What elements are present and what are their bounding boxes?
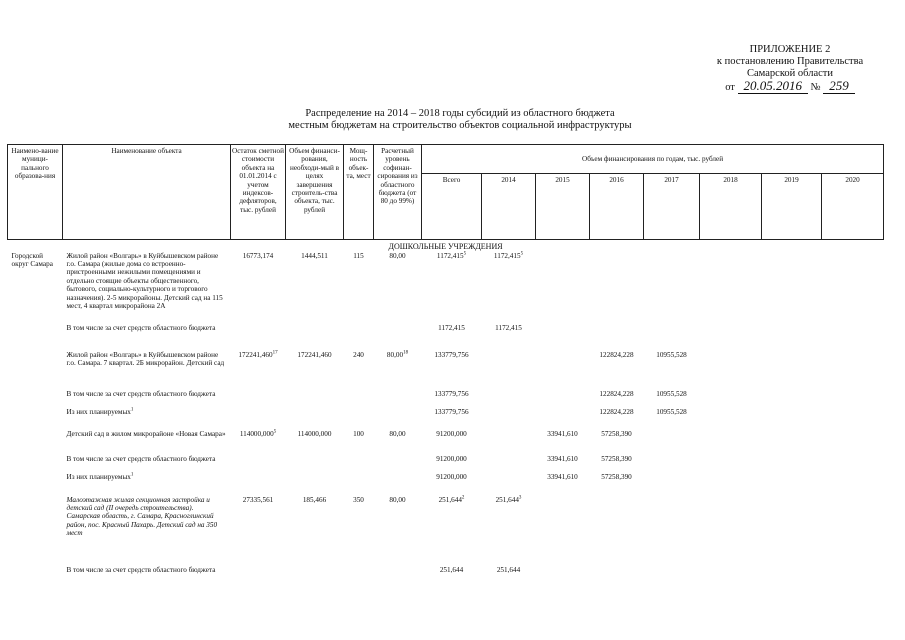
cell-2014: [482, 351, 536, 390]
appendix-line2: Самарской области: [747, 68, 833, 79]
col-object: Наименование объекта: [63, 145, 231, 240]
cell-volume: [286, 324, 344, 351]
cell-municipality: [8, 496, 63, 566]
cell-volume: 114000,000: [297, 429, 332, 438]
cell-remaining: 27335,561: [242, 495, 274, 504]
cell-2019: [762, 566, 822, 586]
table-row: [8, 351, 884, 390]
cell-municipality: Городской округ Самара: [11, 251, 53, 268]
cell-2019: [762, 496, 822, 566]
cell-total: 1172,415: [438, 323, 465, 332]
cell-2018: [700, 473, 762, 496]
cell-2018: [700, 430, 762, 455]
cell-2017: 10955,528: [656, 407, 687, 416]
cell-2014: 1172,415: [495, 323, 522, 332]
cell-2019: [762, 390, 822, 408]
col-2017: 2017: [644, 174, 700, 240]
cell-volume: [286, 408, 344, 430]
footnote-mark: 18: [403, 350, 409, 356]
table-row: [8, 252, 884, 324]
col-2020: 2020: [822, 174, 884, 240]
table-row: [8, 408, 884, 430]
cell-2018: [700, 408, 762, 430]
appendix-date: 20.05.2016: [738, 78, 809, 94]
footnote-mark: 5: [520, 251, 524, 257]
cell-2020: [822, 496, 884, 566]
cell-total: 251,644$^2$: [438, 495, 465, 504]
document-title: [180, 108, 740, 132]
cell-cofin: 80,00: [389, 429, 406, 438]
appendix-no-label: №: [810, 82, 821, 93]
cell-cofin: [374, 408, 422, 430]
cell-capacity: [344, 390, 374, 408]
section-title: ДОШКОЛЬНЫЕ УЧРЕЖДЕНИЯ: [388, 242, 503, 251]
table-row: [8, 430, 884, 455]
cell-2014: 1172,415$^5$: [493, 251, 524, 260]
cell-2016: 57258,390: [601, 472, 632, 481]
cell-volume: [286, 390, 344, 408]
appendix-title: ПРИЛОЖЕНИЕ 2: [749, 44, 831, 55]
cell-object-name: Детский сад в жилом микрорайоне «Новая Самара»: [66, 429, 226, 438]
cell-capacity: [344, 455, 374, 473]
cell-2018: [700, 390, 762, 408]
col-remaining: Остаток сметной стоимости объекта на 01.01.2014 с учетом индексов-дефляторов, тыс. рублей: [231, 145, 286, 240]
cell-2017: 10955,528: [656, 350, 687, 359]
cell-2016: [590, 496, 644, 566]
cell-object-name: Жилой район «Волгарь» в Куйбышевском районе г.о. Самара. 7 квартал. 2Б микрорайон. Детский сад: [66, 350, 225, 367]
cell-total: 133779,756: [434, 389, 469, 398]
cell-cofin: 80,00$^{18}$: [386, 350, 409, 359]
subsidy-table: [7, 144, 884, 586]
cell-2018: [700, 252, 762, 324]
cell-volume: 185,466: [302, 495, 327, 504]
cell-municipality: [8, 408, 63, 430]
cell-municipality: [8, 473, 63, 496]
cell-cofin: [374, 566, 422, 586]
cell-total: 91200,000: [436, 429, 467, 438]
cell-2019: [762, 252, 822, 324]
cell-total: 91200,000: [436, 454, 467, 463]
cell-2014: [482, 430, 536, 455]
cell-2016: 57258,390: [601, 454, 632, 463]
cell-volume: 172241,460: [297, 350, 332, 359]
cell-2019: [762, 351, 822, 390]
cell-2020: [822, 252, 884, 324]
cell-2017: [644, 455, 700, 473]
cell-2016: 57258,390: [601, 429, 632, 438]
cell-object-name: В том числе за счет средств областного бюджета: [66, 323, 216, 332]
cell-2018: [700, 566, 762, 586]
cell-2019: [762, 473, 822, 496]
table-row: [8, 455, 884, 473]
cell-2014: [482, 473, 536, 496]
cell-volume: 1444,511: [301, 251, 328, 260]
cell-2020: [822, 351, 884, 390]
cell-cofin: [374, 473, 422, 496]
cell-cofin: [374, 455, 422, 473]
cell-2014: 251,644$^3$: [495, 495, 522, 504]
table-row: [8, 324, 884, 351]
cell-2017: 10955,528: [656, 389, 687, 398]
cell-2014: [482, 390, 536, 408]
col-2018: 2018: [700, 174, 762, 240]
col-2014: 2014: [482, 174, 536, 240]
cell-2018: [700, 351, 762, 390]
cell-2015: [536, 496, 590, 566]
cell-2019: [762, 430, 822, 455]
footnote-mark: 1: [130, 407, 134, 413]
cell-2014: [482, 408, 536, 430]
cell-cofin: 80,00: [389, 251, 406, 260]
footnote-mark: 5: [273, 429, 277, 435]
cell-remaining: 172241,460$^{17}$: [238, 350, 278, 359]
cell-object-name: Малоэтажная жилая секционная застройка и детский сад (II очередь строительства). Самарская область, г. Самара, Красноглинский район, пос. Красный Пахарь. Детский сад на 350 мест: [66, 495, 218, 538]
cell-municipality: [8, 324, 63, 351]
cell-capacity: [344, 324, 374, 351]
cell-capacity: 115: [353, 251, 364, 260]
cell-object-name: Из них планируемых$^1$: [66, 407, 134, 416]
cell-municipality: [8, 351, 63, 390]
cell-2018: [700, 496, 762, 566]
cell-2015: [536, 390, 590, 408]
cell-municipality: [8, 430, 63, 455]
footnote-mark: 2: [461, 495, 465, 501]
cell-municipality: [8, 390, 63, 408]
cell-capacity: 100: [353, 429, 364, 438]
cell-2018: [700, 455, 762, 473]
col-2019: 2019: [762, 174, 822, 240]
footnote-mark: 1: [130, 472, 134, 478]
appendix-from: от: [725, 82, 735, 93]
col-capacity: Мощ-ность объек-та, мест: [344, 145, 374, 240]
cell-2014: [482, 455, 536, 473]
table-row: [8, 390, 884, 408]
cell-total: 133779,756: [434, 407, 469, 416]
cell-2020: [822, 473, 884, 496]
cell-2020: [822, 390, 884, 408]
cell-2015: [536, 408, 590, 430]
cell-2014: 251,644: [496, 565, 521, 574]
cell-2015: [536, 566, 590, 586]
cell-2016: [590, 252, 644, 324]
footnote-mark: 3: [518, 495, 522, 501]
title-line1: Распределение на 2014 – 2018 годы субсидий из областного бюджета: [305, 108, 615, 119]
cell-total: 133779,756: [434, 350, 469, 359]
appendix-number: 259: [823, 78, 855, 94]
cell-2017: [644, 473, 700, 496]
table-row: [8, 566, 884, 586]
cell-2015: [536, 252, 590, 324]
table-row: [8, 496, 884, 566]
cell-municipality: [8, 455, 63, 473]
col-cofin: Расчетный уровень софинан-сирования из областного бюджета (от 80 до 99%): [374, 145, 422, 240]
cell-capacity: [344, 566, 374, 586]
cell-remaining: [231, 408, 286, 430]
cell-object-name: В том числе за счет средств областного бюджета: [66, 389, 216, 398]
cell-2016: [590, 566, 644, 586]
col-financing-group: Объем финансирования по годам, тыс. рублей: [422, 145, 884, 174]
cell-2019: [762, 455, 822, 473]
cell-object-name: В том числе за счет средств областного бюджета: [66, 454, 216, 463]
col-2016: 2016: [590, 174, 644, 240]
cell-object-name: Жилой район «Волгарь» в Куйбышевском районе г.о. Самара (жилые дома со встроенно-пристроенными нежилыми помещениями и отдельно стоящие объекты общественного, бытового, социально-культурного и торгового назначения). 2-5 микрорайоны. Детский сад на 115 мест, 4 квартал микрорайона 2А: [66, 251, 223, 310]
cell-total: 1172,415$^5$: [436, 251, 467, 260]
cell-remaining: [231, 324, 286, 351]
cell-remaining: [231, 473, 286, 496]
col-2015: 2015: [536, 174, 590, 240]
cell-remaining: 114000,000$^5$: [239, 429, 277, 438]
cell-2015: [536, 324, 590, 351]
cell-2019: [762, 408, 822, 430]
cell-2020: [822, 324, 884, 351]
cell-2017: [644, 324, 700, 351]
title-line2: местным бюджетам на строительство объектов социальной инфраструктуры: [288, 120, 632, 131]
table-row: [8, 473, 884, 496]
cell-capacity: 240: [353, 350, 364, 359]
footnote-mark: 17: [272, 350, 278, 356]
cell-2017: [644, 430, 700, 455]
cell-2020: [822, 408, 884, 430]
cell-capacity: 350: [353, 495, 364, 504]
col-volume: Объем финанси-рования, необходи-мый в целях завершения строитель-ства объекта, тыс. рублей: [286, 145, 344, 240]
cell-2017: [644, 252, 700, 324]
appendix-date-line: [680, 80, 900, 94]
cell-2018: [700, 324, 762, 351]
cell-2019: [762, 324, 822, 351]
cell-2015: 33941,610: [547, 472, 578, 481]
cell-capacity: [344, 408, 374, 430]
col-total: Всего: [422, 174, 482, 240]
cell-2017: [644, 566, 700, 586]
cell-object-name: Из них планируемых$^1$: [66, 472, 134, 481]
cell-capacity: [344, 473, 374, 496]
cell-cofin: [374, 390, 422, 408]
cell-remaining: [231, 566, 286, 586]
cell-municipality: [8, 566, 63, 586]
appendix-line1: к постановлению Правительства: [716, 56, 864, 67]
appendix-header: [680, 44, 900, 94]
cell-cofin: [374, 324, 422, 351]
cell-remaining: [231, 390, 286, 408]
cell-2016: 122824,228: [599, 350, 634, 359]
cell-remaining: 16773,174: [242, 251, 274, 260]
cell-2020: [822, 455, 884, 473]
cell-2015: 33941,610: [547, 454, 578, 463]
cell-object-name: В том числе за счет средств областного бюджета: [66, 565, 216, 574]
cell-2020: [822, 566, 884, 586]
cell-remaining: [231, 455, 286, 473]
cell-2017: [644, 496, 700, 566]
cell-2016: [590, 324, 644, 351]
cell-total: 91200,000: [436, 472, 467, 481]
cell-volume: [286, 473, 344, 496]
cell-2020: [822, 430, 884, 455]
cell-2015: [536, 351, 590, 390]
cell-volume: [286, 455, 344, 473]
cell-2016: 122824,228: [599, 407, 634, 416]
footnote-mark: 5: [463, 251, 467, 257]
cell-total: 251,644: [439, 565, 464, 574]
cell-2016: 122824,228: [599, 389, 634, 398]
cell-cofin: 80,00: [389, 495, 406, 504]
cell-2015: 33941,610: [547, 429, 578, 438]
cell-volume: [286, 566, 344, 586]
col-municipality: Наимено-вание муници-пального образова-ния: [8, 145, 63, 240]
